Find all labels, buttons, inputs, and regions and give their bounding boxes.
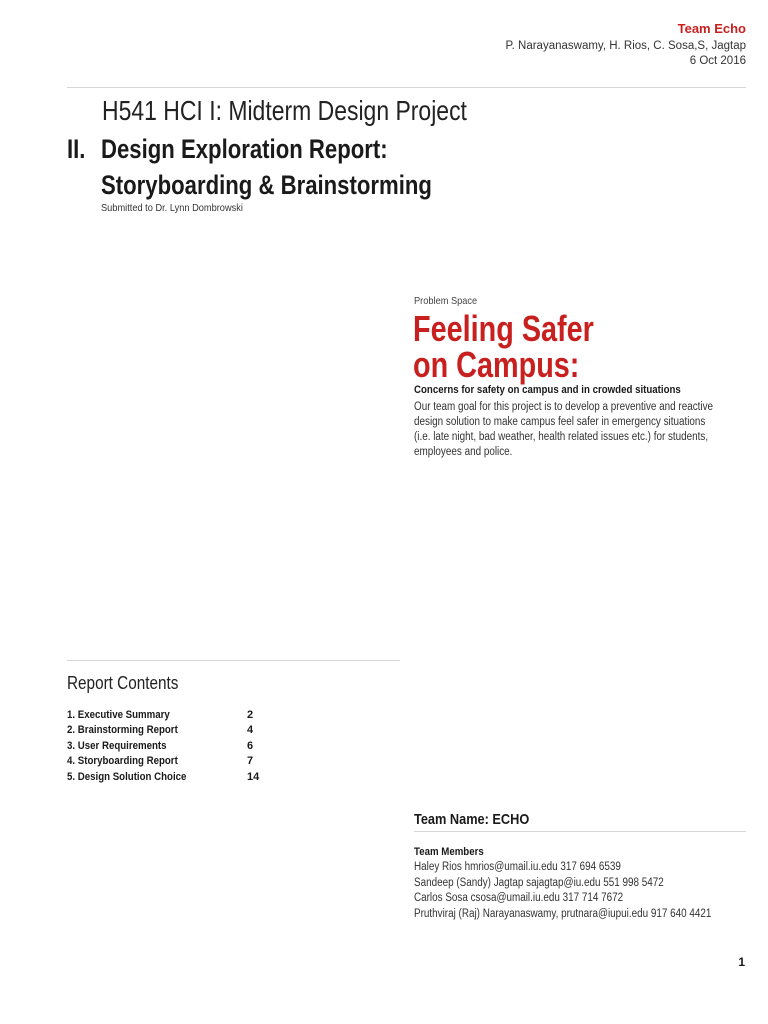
problem-title-line2: on Campus:	[413, 344, 580, 385]
problem-body-line: (i.e. late night, bad weather, health related issues etc.) for students,	[414, 431, 709, 443]
toc-entry	[67, 755, 287, 770]
problem-space-label: Problem Space	[414, 295, 478, 307]
toc-page: 14	[247, 771, 260, 783]
toc-page: 6	[247, 740, 254, 752]
team-member: Sandeep (Sandy) Jagtap sajagtap@iu.edu 551 998 5472	[414, 877, 664, 889]
team-name: Team Name: ECHO	[414, 811, 530, 828]
team-member: Pruthviraj (Raj) Narayanaswamy, prutnara@iupui.edu 917 640 4421	[414, 908, 712, 920]
toc-entry	[67, 771, 287, 786]
problem-subtitle: Concerns for safety on campus and in crowded situations	[414, 384, 681, 396]
toc-page: 4	[247, 724, 254, 736]
team-member: Carlos Sosa csosa@umail.iu.edu 317 714 7672	[414, 892, 624, 904]
report-contents-heading: Report Contents	[67, 673, 179, 693]
problem-body-line: Our team goal for this project is to develop a preventive and reactive	[414, 401, 714, 413]
toc-entry	[67, 724, 287, 739]
report-title-line1: Design Exploration Report:	[101, 134, 388, 164]
contents-divider	[67, 660, 400, 661]
toc-label: 5. Design Solution Choice	[67, 771, 187, 783]
course-title: H541 HCI I: Midterm Design Project	[102, 95, 467, 126]
problem-body-line: employees and police.	[414, 446, 513, 458]
problem-title-line1: Feeling Safer	[413, 308, 594, 349]
header-divider	[67, 87, 746, 88]
team-label: Team Echo	[677, 21, 746, 36]
toc-entry	[67, 740, 287, 755]
authors-line: P. Narayanaswamy, H. Rios, C. Sosa,S, Jagtap	[505, 40, 746, 52]
team-divider	[414, 831, 746, 832]
submitted-to: Submitted to Dr. Lynn Dombrowski	[101, 202, 243, 214]
toc-label: 1. Executive Summary	[67, 709, 170, 721]
toc-label: 4. Storyboarding Report	[67, 755, 178, 767]
toc-entry	[67, 709, 287, 724]
toc-label: 3. User Requirements	[67, 740, 167, 752]
report-title-line2: Storyboarding & Brainstorming	[101, 170, 432, 200]
date-line: 6 Oct 2016	[689, 55, 746, 67]
team-member: Haley Rios hmrios@umail.iu.edu 317 694 6539	[414, 861, 621, 873]
problem-body-line: design solution to make campus feel safer in emergency situations	[414, 416, 706, 428]
toc-label: 2. Brainstorming Report	[67, 724, 178, 736]
section-numeral: II.	[67, 134, 86, 164]
toc-page: 2	[247, 709, 254, 721]
page-number: 1	[738, 955, 745, 969]
toc-page: 7	[247, 755, 254, 767]
team-members-heading: Team Members	[414, 846, 484, 858]
